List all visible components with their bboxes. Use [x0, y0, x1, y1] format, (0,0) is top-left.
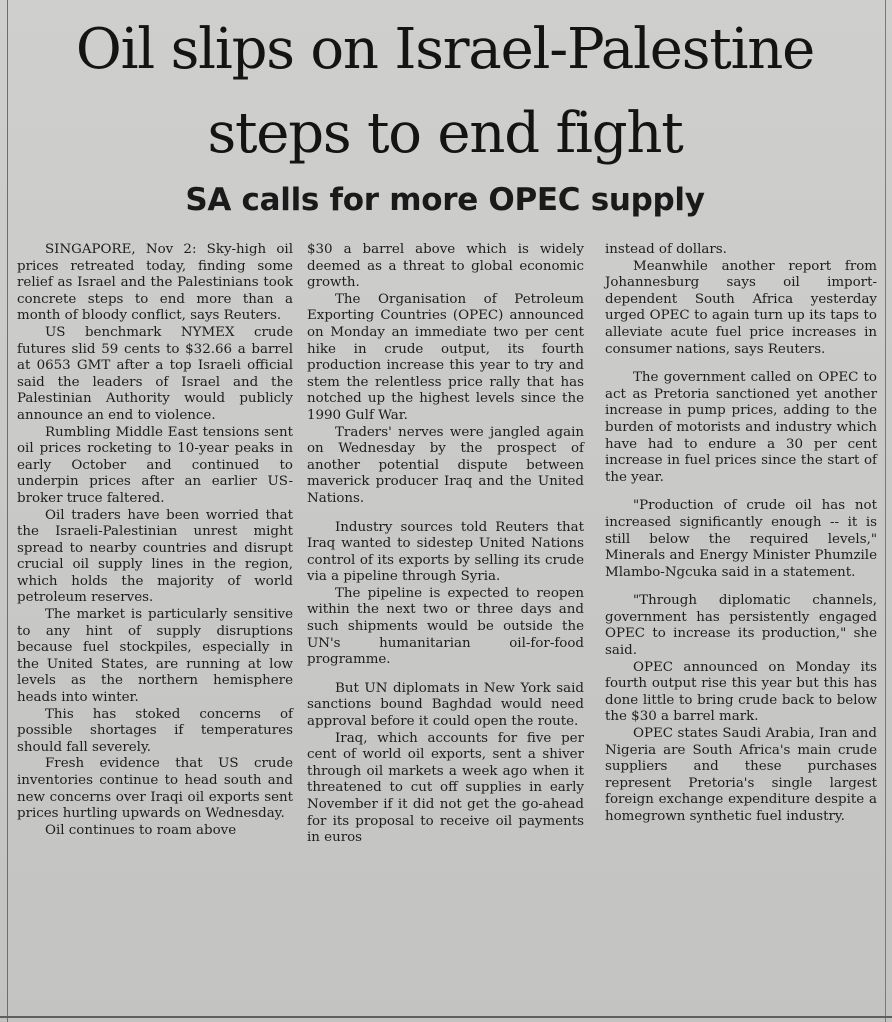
article-column-2 [307, 242, 584, 847]
paragraph: The market is particularly sensitive to any hint of supply disruptions because fuel stockpiles, especially in the United States, are running at low levels as the northern hemisphere heads into winter. [17, 607, 293, 706]
article-column-3 [605, 242, 877, 826]
paragraph: SINGAPORE, Nov 2: Sky-high oil prices retreated today, finding some relief as Israel and the Palestinians took concrete steps to end more than a month of bloody conflict, says Reuters. [17, 242, 293, 324]
paragraph: "Production of crude oil has not increased significantly enough -- it is still below the required levels," Minerals and Energy Minister Phumzile Mlambo-Ngcuka said in a statement. [605, 498, 877, 580]
article-column-1 [17, 242, 293, 839]
paragraph: $30 a barrel above which is widely deemed as a threat to global economic growth. [307, 242, 584, 291]
paragraph: OPEC states Saudi Arabia, Iran and Nigeria are South Africa's main crude suppliers and these purchases represent Pretoria's single largest foreign exchange expenditure despite a homegrown synthetic fuel industry. [605, 726, 877, 824]
paragraph: Meanwhile another report from Johannesburg says oil import-dependent South Africa yesterday urged OPEC to again turn up its taps to alleviate acute fuel price increases in consumer nations, says Reuters. [605, 258, 877, 357]
paragraph: instead of dollars. [605, 242, 727, 257]
paragraph: Industry sources told Reuters that Iraq wanted to sidestep United Nations control of its exports by selling its crude via a pipeline through Syria. [307, 519, 584, 585]
paragraph: The pipeline is expected to reopen within the next two or three days and such shipments would be outside the UN's humanitarian oil-for-food programme. [307, 585, 584, 668]
paragraph: Iraq, which accounts for five per cent of world oil exports, sent a shiver through oil markets a week ago when it threatened to cut off supplies in early November if it did not get the go-ahead for its proposal to receive oil payments in euros [307, 730, 584, 846]
headline: Oil slips on Israel-Palestine steps to end fight [75, 17, 815, 166]
paragraph: "Through diplomatic channels, government has persistently engaged OPEC to increase its production," she said. [605, 593, 877, 659]
left-border-rule [7, 0, 8, 1022]
paragraph: The government called on OPEC to act as Pretoria sanctioned yet another increase in pump prices, adding to the burden of motorists and industry which have had to endure a 30 per cent increase in fuel prices since the start of the year. [605, 370, 877, 485]
paragraph: Oil continues to roam above [45, 822, 237, 838]
right-border-rule [885, 0, 886, 1022]
paragraph: This has stoked concerns of possible shortages if temperatures should fall severely. [17, 706, 293, 755]
paragraph: Fresh evidence that US crude inventories continue to head south and new concerns over Iraqi oil exports sent prices hurtling upwards on Wednesday. [17, 756, 293, 822]
paragraph: Traders' nerves were jangled again on Wednesday by the prospect of another potential dispute between maverick producer Iraq and the United Nations. [307, 424, 584, 506]
paragraph: Oil traders have been worried that the Israeli-Palestinian unrest might spread to nearby countries and disrupt crucial oil supply lines in the region, which holds the majority of world petroleum reserves. [17, 507, 293, 606]
paragraph: The Organisation of Petroleum Exporting Countries (OPEC) announced on Monday an immediate two per cent hike in crude output, its fourth production increase this year to try and stem the relentless price rally that has notched up the highest levels since the 1990 Gulf War. [307, 291, 584, 423]
paragraph: Rumbling Middle East tensions sent oil prices rocketing to 10-year peaks in early October and continued to underpin prices after an earlier US-broker truce faltered. [17, 424, 293, 506]
paragraph: US benchmark NYMEX crude futures slid 59 cents to $32.66 a barrel at 0653 GMT after a top Israeli official said the leaders of Israel and the Palestinian Authority would publicly announce an end to violence. [17, 324, 293, 423]
paragraph: But UN diplomats in New York said sanctions bound Baghdad would need approval before it could open the route. [307, 680, 584, 730]
paragraph: OPEC announced on Monday its fourth output rise this year but this has done little to bring crude back to below the $30 a barrel mark. [605, 659, 877, 725]
subheadline: SA calls for more OPEC supply [185, 182, 705, 218]
bottom-border-rule [0, 1016, 892, 1018]
